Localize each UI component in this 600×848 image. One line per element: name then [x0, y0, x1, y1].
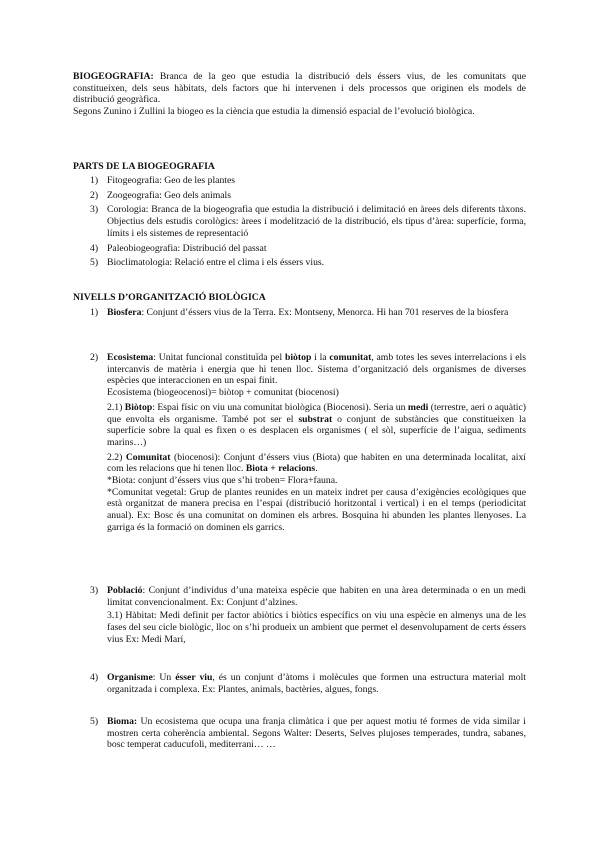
biosfera-term: Biosfera — [107, 307, 142, 318]
biotop-def — [107, 402, 526, 449]
parts-item — [90, 243, 526, 255]
parts-title: PARTS DE LA BIOGEOGRAFIA — [73, 161, 215, 172]
nivell-organisme — [90, 672, 526, 695]
biotop-bold-medi: medi — [407, 401, 429, 413]
parts-item-text: Zoogeografia: Geo dels animals — [107, 189, 232, 201]
intro-section — [73, 71, 526, 118]
organisme-text-1: : Un — [152, 672, 176, 683]
nivell-bioma — [90, 716, 526, 751]
ecosistema-bold-biotop: biòtop — [284, 352, 312, 363]
biosfera-text — [107, 307, 526, 319]
ecosistema-term: Ecosistema — [107, 352, 154, 363]
comunitat-term: Comunitat — [125, 451, 171, 463]
organisme-def — [107, 672, 526, 695]
ecosistema-bold-comunitat: comunitat — [329, 352, 372, 363]
poblacio-number: 3) — [90, 585, 99, 596]
bioma-def — [107, 716, 526, 751]
organisme-number: 4) — [90, 672, 99, 683]
biotop-text-3: o conjunt de substàncies que constitueixen la superfície sobre la qual es fixen o es desplacen els organismes ( el sòl, superfície de l’aigua, sediments marins…) — [107, 413, 526, 448]
parts-item — [90, 257, 526, 269]
organisme-text-2: , és un conjunt d’àtoms i molècules que formen una estructura material molt organitzada i complexa. Ex: Plantes, animals, bactèries, algues, fongs. — [107, 672, 527, 695]
comunitat-number: 2.2) — [107, 451, 126, 463]
comunitat-def — [107, 452, 526, 475]
comunitat-bold-biota: Biota + relacions — [245, 463, 316, 475]
parts-item-text: Fitogeografia: Geo de les plantes — [107, 175, 236, 186]
poblacio-body — [107, 585, 526, 646]
parts-item-number: 2) — [90, 189, 99, 201]
comunitat-vegetal-note: *Comunitat vegetal: Grup de plantes reunides en un mateix indret per causa d’exigències ecològiques que està organitzat de manera precisa en l’espai (distribució horitzontal i vertical) i en el temps (periodicitat anual). Ex: Bosc és una comunitat on dominen els arbres. Bosquina hi abunden les plantes llenyoses. La garriga és la formació on dominen els garrics. — [107, 486, 526, 533]
parts-list — [90, 175, 526, 269]
parts-item — [90, 175, 526, 187]
parts-item-text: Paleobiogeografia: Distribució del passat — [107, 242, 267, 254]
ecosistema-body — [107, 352, 526, 534]
biota-note: *Biota: conjunt d’éssers vius que s’hi troben= Flora+fauna. — [107, 475, 338, 487]
parts-item-number: 5) — [90, 257, 99, 269]
parts-item-text: Bioclimatologia: Relació entre el clima i els éssers vius. — [107, 257, 325, 269]
biosfera-number: 1) — [90, 307, 99, 318]
parts-item-number: 4) — [90, 242, 99, 254]
poblacio-def — [107, 585, 526, 608]
poblacio-text: : Conjunt d’individus d’una mateixa espècie que habiten en una àrea determinada o en un medi limitat convencionalment. Ex: Conjunt d’alzines. — [107, 585, 526, 608]
bioma-term: Bioma: — [107, 716, 138, 727]
ecosistema-formula: Ecosistema (biogeocenosi)= biòtop + comunitat (biocenosi) — [107, 387, 339, 399]
ecosistema-text-3: , amb totes les seves interrelacions i els intercanvis de matèria i energia que hi tenen lloc. Sistema d’organització dels organismes de diverses espècies que interaccionen en un espai finit. — [107, 352, 526, 387]
biosfera-def: : Conjunt d’éssers vius de la Terra. Ex: Montseny, Menorca. Hi han 701 reserves de la biosfera — [141, 307, 509, 318]
biotop-text-2: (terrestre, aeri o aquàtic) que envolta els organisme. També pot ser el — [107, 401, 526, 425]
habitat-def: 3.1) Hàbitat: Medi definit per factor abiòtics i biòtics específics on viu una espècie en almenys una de les fases del seu cicle biològic, lloc on s’hi produeix un ambient que permet el desenvolupament de certs éssers vius Ex: Medi Marí, — [107, 610, 526, 645]
bioma-text: Un ecosistema que ocupa una franja climàtica i que per aquest motiu té formes de vida similar i mostren certa coherència ambiental. Segons Walter: Deserts, Selves plujoses temperades, tundra, sabanes, bosc temperat caducufoli, mediterrani… … — [107, 716, 526, 751]
intro-definition — [73, 71, 526, 106]
organisme-bold-esser-viu: ésser viu — [175, 672, 213, 683]
parts-item-text: Corologia: Branca de la biogeografia que estudia la distribució i delimitació en àrees dels diferents tàxons. Objectius dels estudis corològics: àrees i modelització de la distribució, els tipus d’àrea: superfície, forma, límits i els sistemes de representació — [107, 204, 526, 239]
parts-item-number: 1) — [90, 175, 99, 186]
nivell-ecosistema — [90, 352, 526, 534]
parts-item — [90, 204, 526, 239]
ecosistema-def — [107, 352, 526, 387]
nivell-biosfera — [90, 307, 526, 319]
organisme-term: Organisme — [107, 672, 153, 683]
intro-def-text: Branca de la geo que estudia la distribució dels éssers vius, de les comunitats que constitueixen, dels seus hàbitats, dels factors que hi intervenen i dels processos que originen els models de distribució geogràfica. — [73, 71, 526, 106]
comunitat-text-2: . — [315, 463, 318, 475]
ecosistema-text-2: i la — [311, 352, 330, 363]
biotop-text-1: : Espai físic on viu una comunitat biològica (Biocenosi). Seria un — [152, 401, 408, 413]
nivells-title: NIVELLS D’ORGANITZACIÓ BIOLÒGICA — [73, 292, 266, 303]
ecosistema-text-1: : Unitat funcional constituïda pel — [153, 352, 285, 363]
ecosistema-number: 2) — [90, 352, 99, 363]
biotop-bold-substrat: substrat — [298, 413, 333, 425]
poblacio-term: Població — [107, 585, 143, 596]
biotop-number: 2.1) — [107, 401, 125, 413]
bioma-number: 5) — [90, 716, 99, 727]
parts-item-number: 3) — [90, 204, 99, 216]
intro-term: BIOGEOGRAFIA: — [73, 71, 154, 82]
parts-item — [90, 190, 526, 202]
biotop-term: Biòtop — [124, 401, 153, 413]
intro-segons: Segons Zunino i Zullini la biogeo es la ciència que estudia la dimensió espacial de l’evolució biològica. — [73, 106, 475, 118]
comunitat-text-1: (biocenosi): Conjunt d’éssers vius (Biota) que habiten en una determinada localitat, així com les relacions que hi tenen lloc. — [107, 451, 526, 475]
nivell-poblacio — [90, 585, 526, 646]
